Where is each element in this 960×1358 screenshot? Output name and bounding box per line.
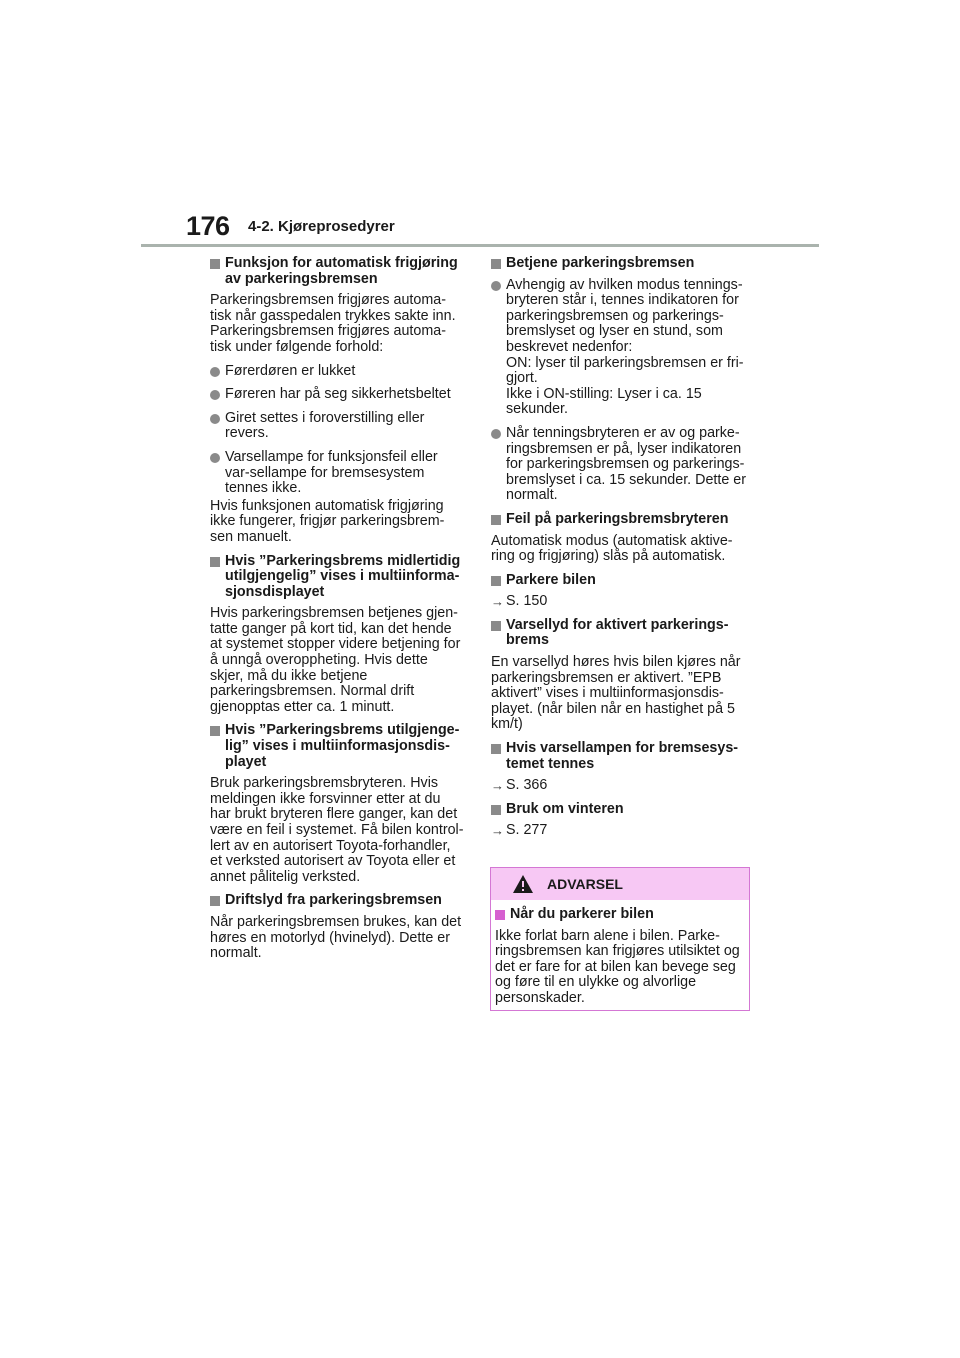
header-divider — [141, 244, 819, 247]
square-bullet-icon — [210, 557, 220, 567]
arrow-right-icon: → — [491, 594, 504, 610]
page-reference[interactable]: → S. 277 — [491, 822, 548, 839]
warning-box — [490, 867, 750, 1011]
square-bullet-icon — [491, 259, 501, 269]
paragraph: En varsellyd høres hvis bilen kjøres når parkeringsbremsen er aktivert. ”EPB aktivert” vises i multiinformasjonsdis-playet. (når bilen når en hastighet på 5 km/t) — [491, 654, 741, 733]
round-bullet-icon — [491, 281, 501, 291]
bullet-item: Avhengig av hvilken modus tennings-bryteren står i, tennes indikatoren for parkeringsbremsen og parkerings-bremslyset og lyser en stund, som beskrevet nedenfor: ON: lyser til parkeringsbremsen er fri-gjort. Ikke i ON-stilling: Lyser i ca. 15 sekunder. — [491, 278, 746, 418]
right-column — [491, 256, 746, 847]
square-bullet-icon — [495, 910, 505, 920]
square-bullet-icon — [491, 576, 501, 586]
page-reference[interactable]: → S. 150 — [491, 593, 548, 610]
square-bullet-icon — [210, 259, 220, 269]
page-header — [0, 0, 960, 250]
round-bullet-icon — [210, 367, 220, 377]
subheading: Hvis varsellampen for bremsesys-temet tennes — [491, 741, 746, 772]
arrow-right-icon: → — [491, 778, 504, 794]
page-number: 176 — [186, 211, 230, 241]
subheading: Parkere bilen — [491, 573, 746, 589]
round-bullet-icon — [210, 414, 220, 424]
subheading: Betjene parkeringsbremsen — [491, 256, 746, 272]
subheading: Bruk om vinteren — [491, 802, 746, 818]
bullet-item: Giret settes i foroverstilling eller revers. — [210, 411, 465, 442]
warning-title: ADVARSEL — [547, 876, 623, 892]
subheading: Funksjon for automatisk frigjøring av parkeringsbremsen — [210, 256, 465, 287]
square-bullet-icon — [491, 515, 501, 525]
subheading: Hvis ”Parkeringsbrems midlertidig utilgjengelig” vises i multiinforma-sjonsdisplayet — [210, 554, 465, 601]
warning-body — [491, 900, 749, 1007]
bullet-item: Når tenningsbryteren er av og parke-ringsbremsen er på, lyser indikatoren for parkeringsbremsen og parkerings-bremslyset i ca. 15 sekunder. Dette er normalt. — [491, 426, 746, 504]
paragraph: Hvis funksjonen automatisk frigjøring ikke fungerer, frigjør parkeringsbrem-sen manuelt. — [210, 497, 445, 545]
round-bullet-icon — [210, 453, 220, 463]
square-bullet-icon — [210, 726, 220, 736]
warning-subheading: Når du parkerer bilen — [495, 907, 745, 923]
paragraph: Bruk parkeringsbremsbryteren. Hvis meldingen ikke forsvinner etter at du har brukt bryteren flere ganger, kan det være en feil i systemet. Få bilen kontrol-lert av en autorisert Toyota-forhandler, et verksted autorisert av Toyota eller et annet pålitelig verksted. — [210, 775, 464, 885]
round-bullet-icon — [210, 390, 220, 400]
subheading: Driftslyd fra parkeringsbremsen — [210, 893, 465, 909]
square-bullet-icon — [491, 621, 501, 631]
round-bullet-icon — [491, 429, 501, 439]
square-bullet-icon — [491, 744, 501, 754]
subheading: Varsellyd for aktivert parkerings-brems — [491, 618, 746, 649]
square-bullet-icon — [210, 896, 220, 906]
bullet-item: Varsellampe for funksjonsfeil eller var-sellampe for bremsesystem tennes ikke. — [210, 450, 465, 497]
paragraph: Når parkeringsbremsen brukes, kan det høres en motorlyd (hvinelyd). Dette er normalt. — [210, 913, 462, 962]
warning-text: Ikke forlat barn alene i bilen. Parke-ringsbremsen kan frigjøres utilsiktet og det er fare for at bilen kan bevege seg og føre til en ulykke og alvorlige personskader. — [495, 927, 740, 1006]
arrow-right-icon: → — [491, 823, 504, 839]
paragraph: Parkeringsbremsen frigjøres automa-tisk når gasspedalen trykkes sakte inn. Parkeringsbremsen frigjøres automa-tisk under følgende forhold: — [210, 292, 456, 355]
subheading: Feil på parkeringsbremsbryteren — [491, 512, 746, 528]
warning-header — [491, 868, 749, 900]
section-title: 4-2. Kjøreprosedyrer — [248, 218, 395, 235]
paragraph: Hvis parkeringsbremsen betjenes gjen-tatte ganger på kort tid, kan det hende at systemet stopper videre betjening for å unngå overoppheting. Hvis dette skjer, må du ikke betjene parkeringsbremsen. Normal drift gjenopptas etter ca. 1 minutt. — [210, 605, 461, 715]
page-reference[interactable]: → S. 366 — [491, 777, 548, 794]
paragraph: Automatisk modus (automatisk aktive-ring og frigjøring) slås på automatisk. — [491, 532, 733, 565]
warning-triangle-icon — [512, 874, 534, 894]
left-column — [210, 256, 465, 970]
bullet-item: Føreren har på seg sikkerhetsbeltet — [210, 387, 465, 403]
square-bullet-icon — [491, 805, 501, 815]
bullet-item: Førerdøren er lukket — [210, 364, 465, 380]
subheading: Hvis ”Parkeringsbrems utilgjenge-lig” vises i multiinformasjonsdis-playet — [210, 723, 465, 770]
